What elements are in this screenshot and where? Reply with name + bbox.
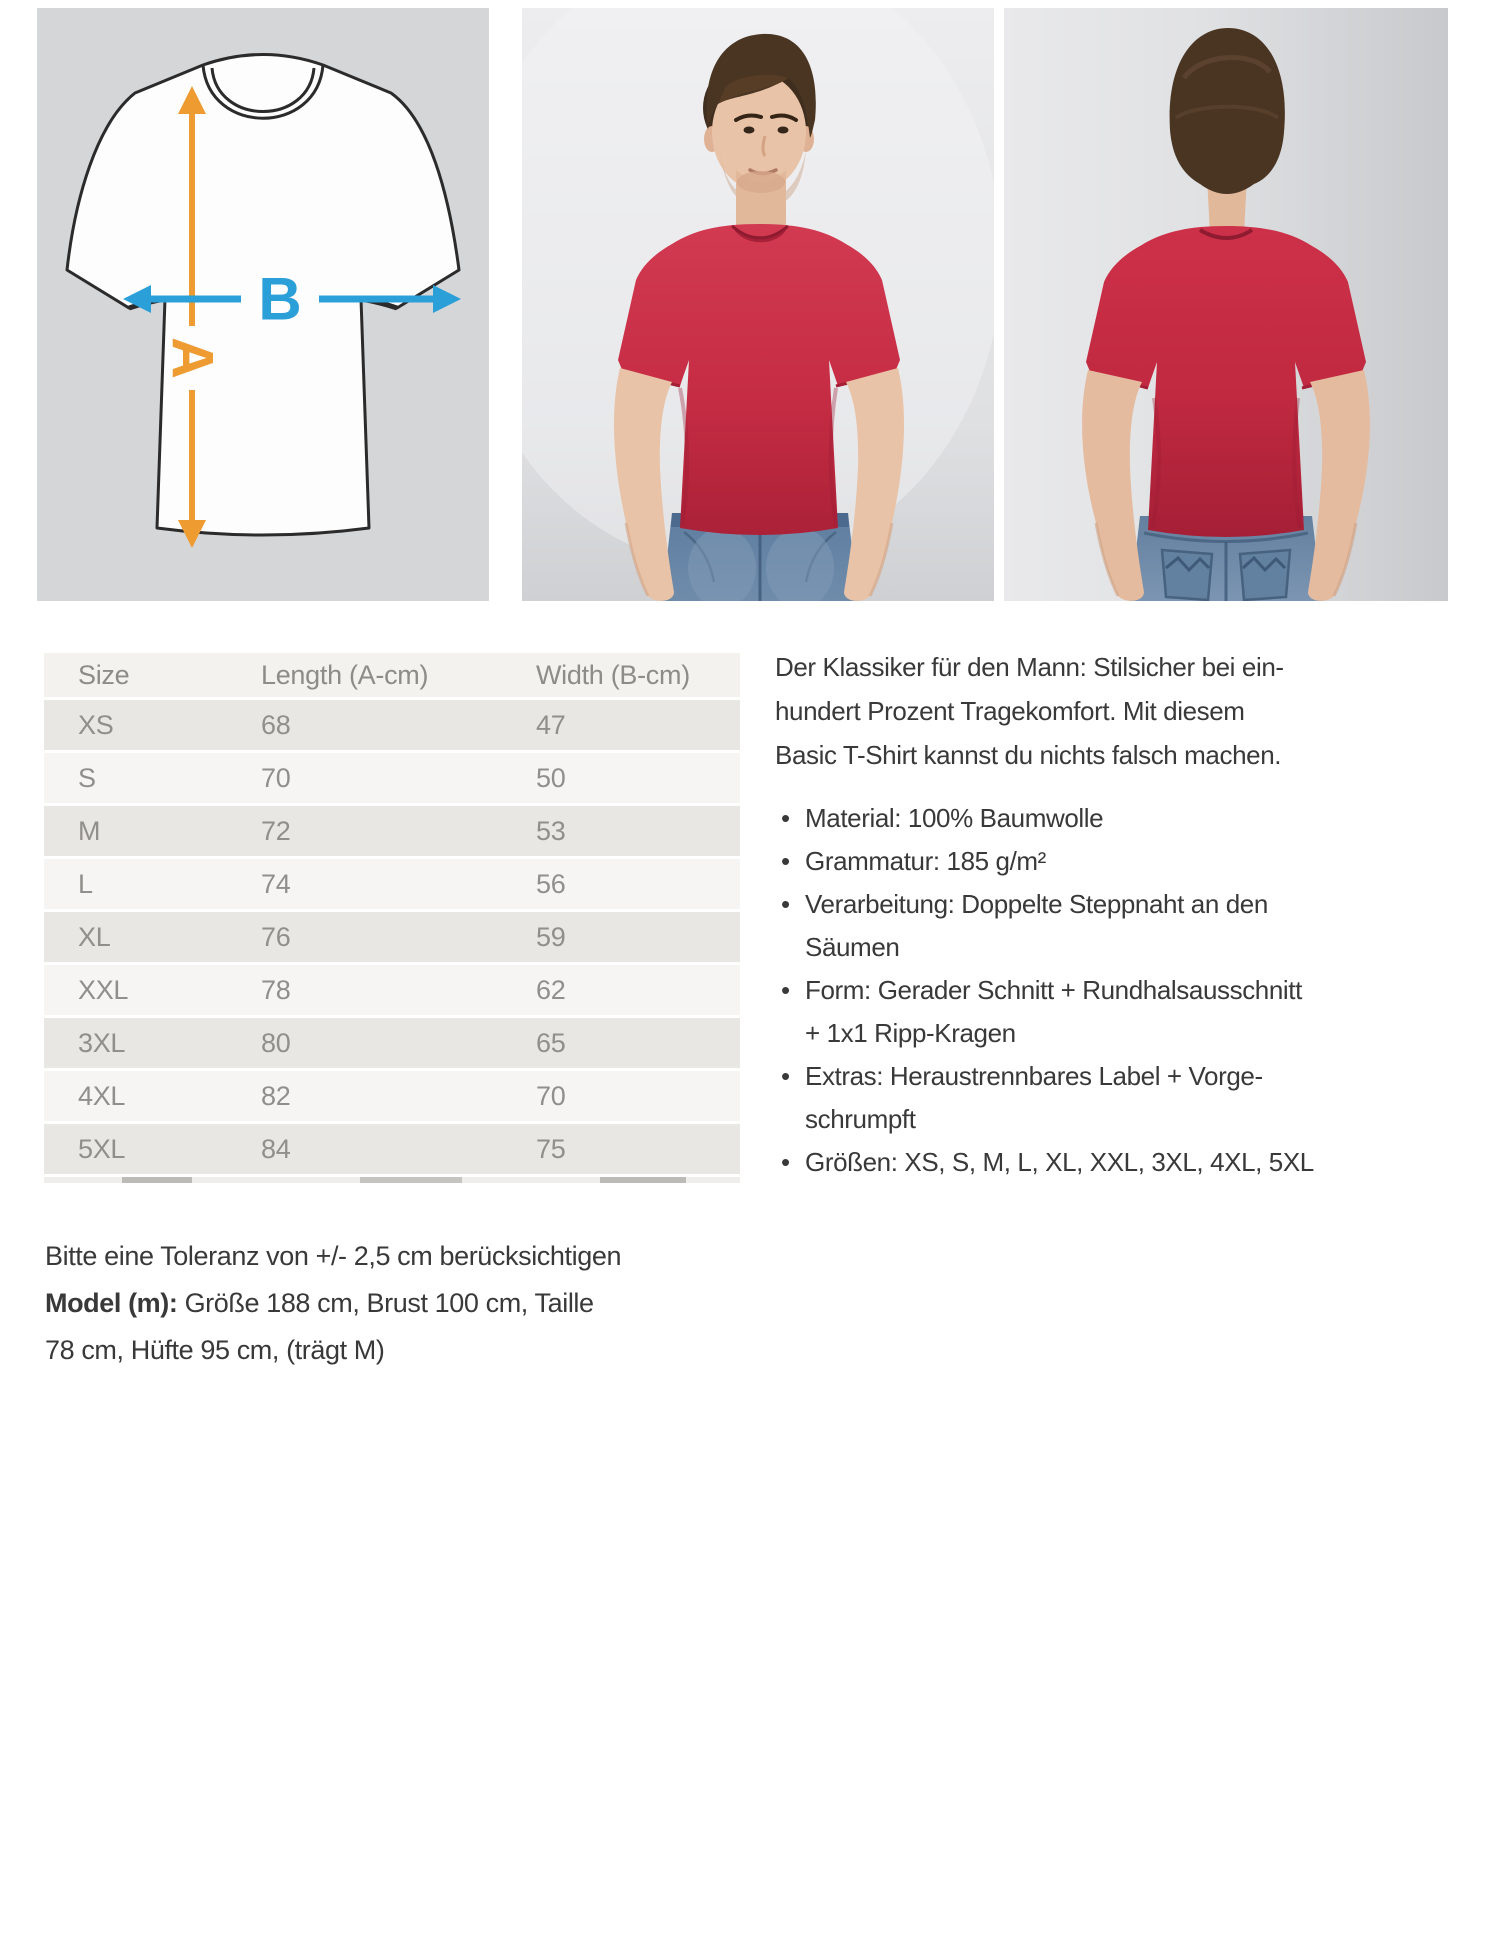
label-b: B <box>258 265 302 333</box>
bullet-icon: • <box>781 846 790 876</box>
cell-length: 70 <box>261 763 291 793</box>
column-header-length: Length (A-cm) <box>261 660 429 690</box>
bullet-icon: • <box>781 1147 790 1177</box>
size-diagram-svg <box>37 8 489 601</box>
cell-size: XXL <box>78 975 129 1005</box>
cell-width: 53 <box>536 816 566 846</box>
cell-width: 59 <box>536 922 566 952</box>
description-line: hundert Prozent Tragekomfort. Mit diesem <box>775 696 1245 726</box>
model-front-svg <box>522 8 994 601</box>
size-table <box>44 653 740 1183</box>
cell-size: M <box>78 816 101 846</box>
bullet-icon: • <box>781 803 790 833</box>
cell-length: 76 <box>261 922 291 952</box>
table-row <box>44 1071 740 1121</box>
list-item <box>775 1141 1435 1184</box>
feature-text: Material: 100% Baumwolle <box>805 803 1104 833</box>
list-item <box>775 797 1435 840</box>
list-item <box>775 883 1435 969</box>
cell-length: 78 <box>261 975 291 1005</box>
description-line: Der Klassiker für den Mann: Stilsicher bei ein- <box>775 652 1284 682</box>
cell-size: 3XL <box>78 1028 126 1058</box>
model-info-text: Größe 188 cm, Brust 100 cm, Taille <box>177 1288 594 1318</box>
table-row <box>44 700 740 750</box>
feature-text: + 1x1 Ripp-Kragen <box>805 1018 1016 1048</box>
size-table-header <box>44 653 740 697</box>
table-row <box>44 1018 740 1068</box>
measurement-notes <box>45 1233 705 1374</box>
feature-text: Grammatur: 185 g/m² <box>805 846 1046 876</box>
list-item <box>775 1055 1435 1141</box>
feature-text: Extras: Heraustrennbares Label + Vorge- <box>805 1061 1263 1091</box>
model-back-image <box>1004 8 1448 601</box>
model-front-image <box>522 8 994 601</box>
cell-length: 80 <box>261 1028 291 1058</box>
table-clipped-row <box>44 1177 740 1183</box>
cell-length: 82 <box>261 1081 291 1111</box>
table-row <box>44 806 740 856</box>
table-row <box>44 1124 740 1174</box>
cell-width: 62 <box>536 975 566 1005</box>
feature-list <box>775 797 1435 1184</box>
feature-text: schrumpft <box>805 1104 916 1134</box>
feature-text: Säumen <box>805 932 900 962</box>
bullet-icon: • <box>781 889 790 919</box>
column-header-size: Size <box>78 660 130 690</box>
cell-size: S <box>78 763 96 793</box>
cell-size: 5XL <box>78 1134 126 1164</box>
feature-text: Form: Gerader Schnitt + Rundhalsausschnitt <box>805 975 1302 1005</box>
cell-length: 68 <box>261 710 291 740</box>
feature-text: Größen: XS, S, M, L, XL, XXL, 3XL, 4XL, 5XL <box>805 1147 1314 1177</box>
model-back-svg <box>1004 8 1448 601</box>
label-a: A <box>159 337 225 379</box>
model-info-line1 <box>45 1280 705 1327</box>
table-row <box>44 965 740 1015</box>
bullet-icon: • <box>781 1061 790 1091</box>
cell-size: 4XL <box>78 1081 126 1111</box>
list-item <box>775 840 1435 883</box>
cell-size: L <box>78 869 93 899</box>
cell-size: XS <box>78 710 114 740</box>
model-info-line2: 78 cm, Hüfte 95 cm, (trägt M) <box>45 1335 385 1365</box>
cell-width: 50 <box>536 763 566 793</box>
cell-length: 84 <box>261 1134 291 1164</box>
cell-width: 47 <box>536 710 566 740</box>
cell-width: 70 <box>536 1081 566 1111</box>
cell-length: 72 <box>261 816 291 846</box>
table-row <box>44 753 740 803</box>
cell-size: XL <box>78 922 111 952</box>
model-label: Model (m): <box>45 1288 178 1318</box>
table-row <box>44 912 740 962</box>
cell-width: 65 <box>536 1028 566 1058</box>
column-header-width: Width (B-cm) <box>536 660 690 690</box>
product-description <box>775 645 1435 1184</box>
bullet-icon: • <box>781 975 790 1005</box>
feature-text: Verarbeitung: Doppelte Steppnaht an den <box>805 889 1268 919</box>
cell-length: 74 <box>261 869 291 899</box>
tolerance-note: Bitte eine Toleranz von +/- 2,5 cm berücksichtigen <box>45 1241 622 1271</box>
cell-width: 75 <box>536 1134 566 1164</box>
size-diagram-image <box>37 8 489 601</box>
list-item <box>775 969 1435 1055</box>
description-line: Basic T-Shirt kannst du nichts falsch machen. <box>775 740 1282 770</box>
cell-width: 56 <box>536 869 566 899</box>
table-row <box>44 859 740 909</box>
